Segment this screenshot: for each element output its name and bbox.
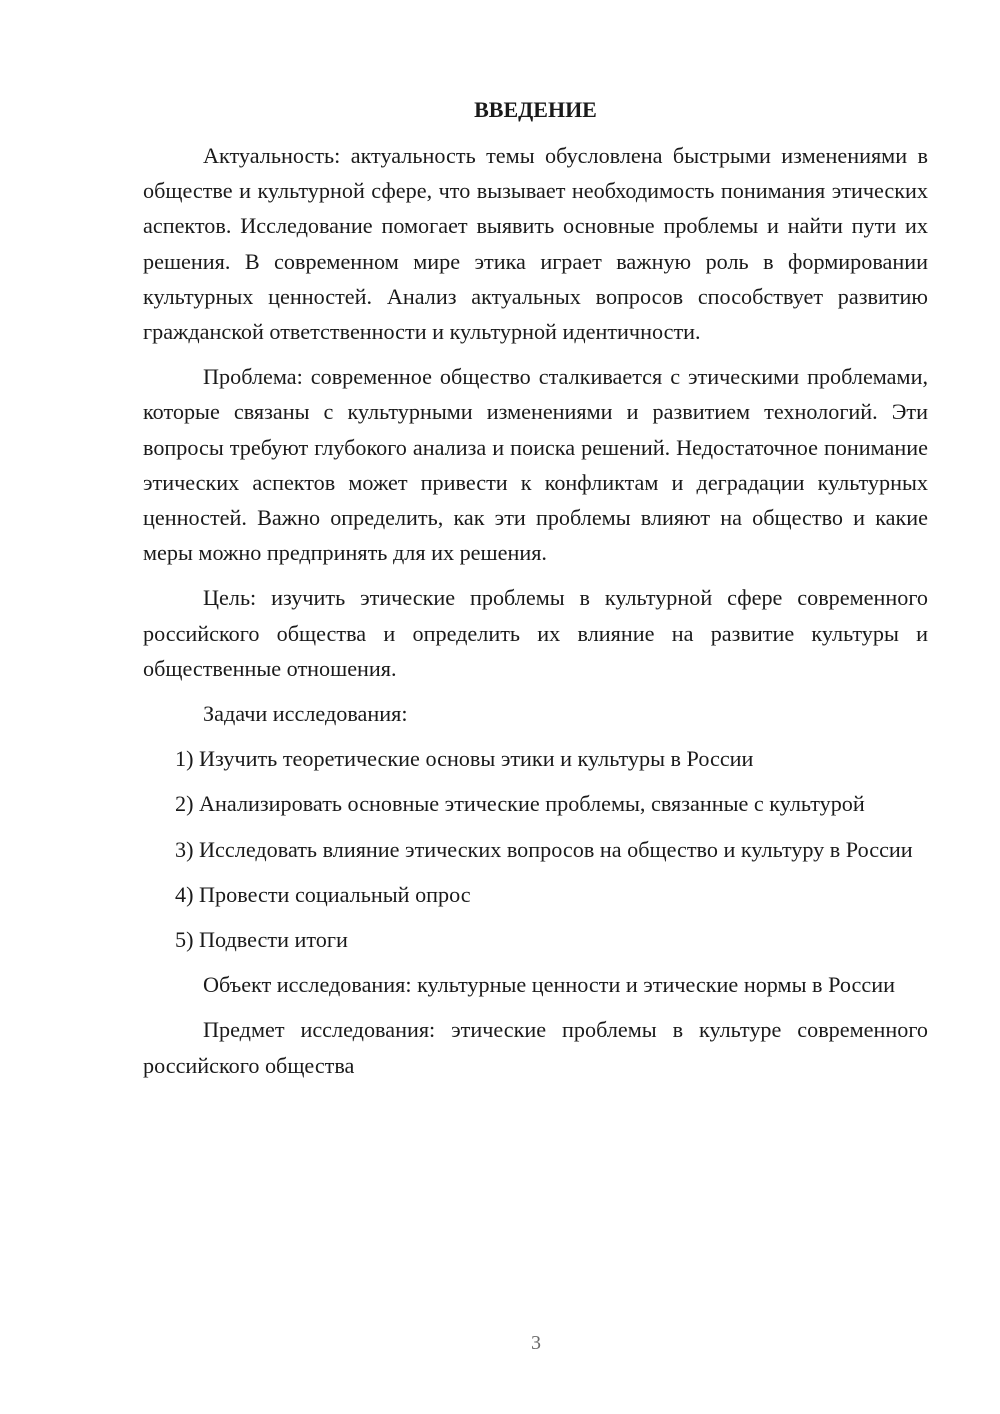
problem-paragraph: Проблема: современное общество сталкивается с этическими проблемами, которые связаны с культурными изменениями и развитием технологий. Эти вопросы требуют глубокого анализа и поиска решений. Недостаточное понимание этических аспектов может привести к конфликтам и деградации культурных ценностей. Важно определить, как эти проблемы влияют на общество и какие меры можно предпринять для их решения. [143,364,928,566]
task-item-4: 4) Провести социальный опрос [175,881,471,907]
section-title: ВВЕДЕНИЕ [474,97,597,122]
task-item-1: 1) Изучить теоретические основы этики и культуры в России [175,746,754,772]
task-item-3: 3) Исследовать влияние этических вопросов на общество и культуру в России [175,836,913,862]
page-number: 3 [531,1332,541,1354]
task-item-2: 2) Анализировать основные этические проблемы, связанные с культурой [175,791,865,817]
task-item-5: 5) Подвести итоги [175,927,348,953]
page-content [143,92,928,1093]
tasks-heading: Задачи исследования: [203,701,408,727]
goal-paragraph: Цель: изучить этические проблемы в культурной сфере современного российского общества и определить их влияние на развитие культуры и общественные отношения. [143,585,928,681]
object-paragraph: Объект исследования: культурные ценности и этические нормы в России [203,972,895,998]
relevance-paragraph: Актуальность: актуальность темы обусловлена быстрыми изменениями в обществе и культурной сфере, что вызывает необходимость понимания этических аспектов. Исследование помогает выявить основные проблемы и найти пути их решения. В современном мире этика играет важную роль в формировании культурных ценностей. Анализ актуальных вопросов способствует развитию гражданской ответственности и культурной идентичности. [143,143,928,345]
subject-paragraph: Предмет исследования: этические проблемы в культуре современного российского общества [143,1017,928,1078]
